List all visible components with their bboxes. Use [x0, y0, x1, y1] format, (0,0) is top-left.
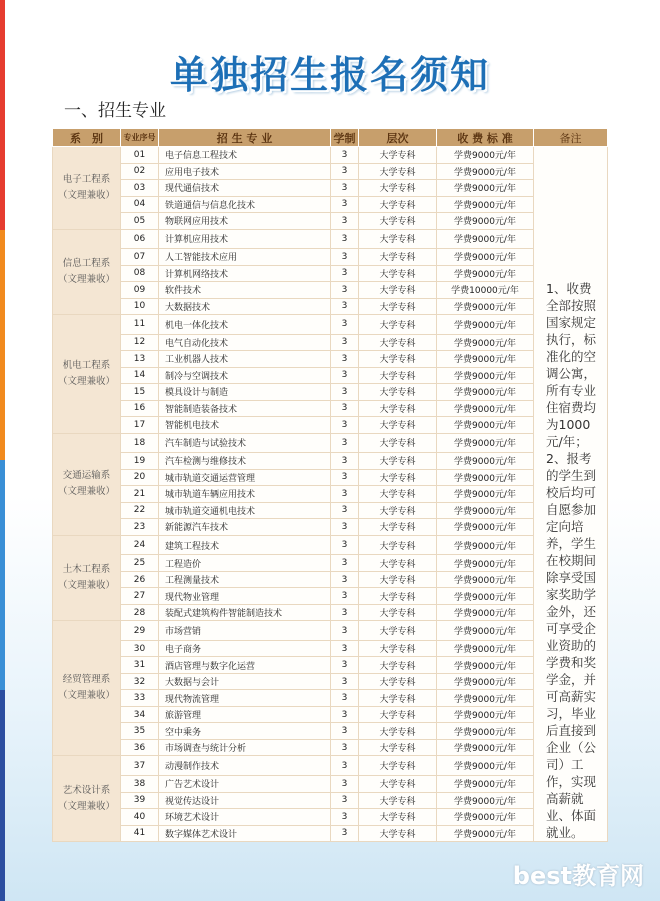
major-name: 现代通信技术 — [159, 180, 331, 197]
major-number: 05 — [121, 213, 159, 230]
tuition-fee: 学费9000元/年 — [437, 384, 534, 401]
education-level: 大学专科 — [359, 604, 437, 621]
department-name: 机电工程系 — [62, 359, 111, 371]
major-name: 数字媒体艺术设计 — [159, 825, 331, 842]
study-years: 3 — [331, 433, 359, 453]
education-level: 大学专科 — [359, 706, 437, 723]
study-years: 3 — [331, 588, 359, 605]
table-row — [53, 433, 608, 453]
major-name: 电子商务 — [159, 640, 331, 657]
major-name: 大数据技术 — [159, 298, 331, 315]
major-number: 27 — [121, 588, 159, 605]
tuition-fee: 学费9000元/年 — [437, 213, 534, 230]
study-years: 3 — [331, 249, 359, 266]
major-name: 城市轨道车辆应用技术 — [159, 486, 331, 503]
section-heading: 一、招生专业 — [64, 101, 166, 121]
education-level: 大学专科 — [359, 213, 437, 230]
department-note: （文理兼收） — [57, 690, 115, 702]
decor-stripe-blue — [0, 460, 5, 690]
major-name: 智能制造装备技术 — [159, 400, 331, 417]
page-title: 单独招生报名须知 — [169, 52, 490, 97]
header-major: 招 生 专 业 — [159, 129, 331, 147]
major-name: 软件技术 — [159, 282, 331, 299]
department-note: （文理兼收） — [57, 273, 115, 285]
major-number: 40 — [121, 809, 159, 826]
table-row — [53, 673, 608, 690]
tuition-fee: 学费9000元/年 — [437, 229, 534, 249]
decor-stripe-orange — [0, 230, 5, 460]
education-level: 大学专科 — [359, 535, 437, 555]
education-level: 大学专科 — [359, 265, 437, 282]
department-cell — [53, 315, 121, 434]
tuition-fee: 学费9000元/年 — [437, 657, 534, 674]
major-number: 31 — [121, 657, 159, 674]
major-name: 市场营销 — [159, 621, 331, 641]
education-level: 大学专科 — [359, 756, 437, 776]
major-name: 城市轨道交通机电技术 — [159, 502, 331, 519]
department-cell — [53, 621, 121, 756]
decor-stripe-navy — [0, 690, 5, 901]
tuition-fee: 学费9000元/年 — [437, 400, 534, 417]
major-name: 应用电子技术 — [159, 163, 331, 180]
table-row — [53, 298, 608, 315]
major-name: 人工智能技术应用 — [159, 249, 331, 266]
study-years: 3 — [331, 453, 359, 470]
major-number: 04 — [121, 196, 159, 213]
major-number: 23 — [121, 519, 159, 536]
major-number: 22 — [121, 502, 159, 519]
tuition-fee: 学费9000元/年 — [437, 825, 534, 842]
major-name: 工业机器人技术 — [159, 351, 331, 368]
major-number: 02 — [121, 163, 159, 180]
major-number: 08 — [121, 265, 159, 282]
tuition-fee: 学费9000元/年 — [437, 249, 534, 266]
tuition-fee: 学费9000元/年 — [437, 535, 534, 555]
major-number: 18 — [121, 433, 159, 453]
education-level: 大学专科 — [359, 384, 437, 401]
major-number: 30 — [121, 640, 159, 657]
education-level: 大学专科 — [359, 690, 437, 707]
major-name: 装配式建筑构件智能制造技术 — [159, 604, 331, 621]
department-name: 电子工程系 — [62, 173, 111, 185]
major-number: 11 — [121, 315, 159, 335]
major-name: 机电一体化技术 — [159, 315, 331, 335]
major-name: 城市轨道交通运营管理 — [159, 469, 331, 486]
table-row — [53, 486, 608, 503]
tuition-fee: 学费9000元/年 — [437, 706, 534, 723]
tuition-fee: 学费9000元/年 — [437, 453, 534, 470]
study-years: 3 — [331, 298, 359, 315]
education-level: 大学专科 — [359, 249, 437, 266]
major-name: 工程造价 — [159, 555, 331, 572]
major-number: 41 — [121, 825, 159, 842]
education-level: 大学专科 — [359, 739, 437, 756]
major-number: 39 — [121, 792, 159, 809]
major-name: 空中乘务 — [159, 723, 331, 740]
study-years: 3 — [331, 723, 359, 740]
header-remarks: 备注 — [534, 129, 608, 147]
study-years: 3 — [331, 640, 359, 657]
major-name: 电子信息工程技术 — [159, 147, 331, 164]
table-row — [53, 265, 608, 282]
table-row — [53, 535, 608, 555]
major-number: 26 — [121, 571, 159, 588]
header-fee: 收 费 标 准 — [437, 129, 534, 147]
table-row — [53, 640, 608, 657]
education-level: 大学专科 — [359, 196, 437, 213]
tuition-fee: 学费9000元/年 — [437, 163, 534, 180]
department-note: （文理兼收） — [57, 375, 115, 387]
department-name: 经贸管理系 — [62, 674, 111, 686]
table-row — [53, 571, 608, 588]
major-number: 34 — [121, 706, 159, 723]
study-years: 3 — [331, 657, 359, 674]
education-level: 大学专科 — [359, 334, 437, 351]
tuition-fee: 学费9000元/年 — [437, 334, 534, 351]
major-name: 酒店管理与数字化运营 — [159, 657, 331, 674]
education-level: 大学专科 — [359, 469, 437, 486]
table-row — [53, 706, 608, 723]
study-years: 3 — [331, 367, 359, 384]
header-department: 系 别 — [53, 129, 121, 147]
major-number: 24 — [121, 535, 159, 555]
majors-table — [52, 128, 608, 842]
major-name: 物联网应用技术 — [159, 213, 331, 230]
education-level: 大学专科 — [359, 809, 437, 826]
table-row — [53, 519, 608, 536]
major-number: 36 — [121, 739, 159, 756]
major-name: 市场调查与统计分析 — [159, 739, 331, 756]
tuition-fee: 学费9000元/年 — [437, 519, 534, 536]
study-years: 3 — [331, 147, 359, 164]
study-years: 3 — [331, 502, 359, 519]
remarks-cell: 1、收费全部按照国家规定执行，标准化的空调公寓，所有专业住宿费均为1000元/年；2、报考的学生到校后均可自愿参加定向培养，学生在校期间除享受国家奖助学金外，还可享受企业资助的学费和奖学金，并可高薪实习，毕业后直接到企业（公司）工作，实现高薪就业、体面就业。 — [534, 147, 608, 842]
education-level: 大学专科 — [359, 588, 437, 605]
tuition-fee: 学费9000元/年 — [437, 621, 534, 641]
major-number: 15 — [121, 384, 159, 401]
tuition-fee: 学费9000元/年 — [437, 723, 534, 740]
major-name: 旅游管理 — [159, 706, 331, 723]
tuition-fee: 学费9000元/年 — [437, 265, 534, 282]
table-row — [53, 604, 608, 621]
major-name: 汽车制造与试验技术 — [159, 433, 331, 453]
table-row — [53, 792, 608, 809]
study-years: 3 — [331, 604, 359, 621]
study-years: 3 — [331, 213, 359, 230]
study-years: 3 — [331, 825, 359, 842]
tuition-fee: 学费9000元/年 — [437, 469, 534, 486]
major-number: 09 — [121, 282, 159, 299]
tuition-fee: 学费9000元/年 — [437, 571, 534, 588]
education-level: 大学专科 — [359, 433, 437, 453]
department-name: 艺术设计系 — [62, 784, 111, 796]
major-number: 33 — [121, 690, 159, 707]
tuition-fee: 学费9000元/年 — [437, 180, 534, 197]
education-level: 大学专科 — [359, 792, 437, 809]
tuition-fee: 学费9000元/年 — [437, 298, 534, 315]
study-years: 3 — [331, 486, 359, 503]
table-row — [53, 502, 608, 519]
department-note: （文理兼收） — [57, 486, 115, 498]
table-row — [53, 384, 608, 401]
major-name: 智能机电技术 — [159, 417, 331, 434]
education-level: 大学专科 — [359, 417, 437, 434]
education-level: 大学专科 — [359, 657, 437, 674]
major-name: 现代物业管理 — [159, 588, 331, 605]
table-row — [53, 555, 608, 572]
table-row — [53, 657, 608, 674]
table-row — [53, 196, 608, 213]
education-level: 大学专科 — [359, 571, 437, 588]
major-number: 35 — [121, 723, 159, 740]
major-name: 计算机应用技术 — [159, 229, 331, 249]
table-row — [53, 825, 608, 842]
education-level: 大学专科 — [359, 315, 437, 335]
education-level: 大学专科 — [359, 180, 437, 197]
major-name: 模具设计与制造 — [159, 384, 331, 401]
department-name: 土木工程系 — [62, 564, 111, 576]
major-name: 汽车检测与维修技术 — [159, 453, 331, 470]
tuition-fee: 学费10000元/年 — [437, 282, 534, 299]
table-row — [53, 163, 608, 180]
study-years: 3 — [331, 417, 359, 434]
major-number: 20 — [121, 469, 159, 486]
table-row — [53, 417, 608, 434]
education-level: 大学专科 — [359, 621, 437, 641]
tuition-fee: 学费9000元/年 — [437, 756, 534, 776]
table-body — [53, 147, 608, 842]
major-name: 动漫制作技术 — [159, 756, 331, 776]
education-level: 大学专科 — [359, 776, 437, 793]
table-row — [53, 690, 608, 707]
major-name: 环境艺术设计 — [159, 809, 331, 826]
table-row — [53, 621, 608, 641]
tuition-fee: 学费9000元/年 — [437, 486, 534, 503]
major-number: 07 — [121, 249, 159, 266]
education-level: 大学专科 — [359, 282, 437, 299]
major-name: 电气自动化技术 — [159, 334, 331, 351]
major-name: 建筑工程技术 — [159, 535, 331, 555]
department-cell — [53, 147, 121, 230]
major-number: 32 — [121, 673, 159, 690]
major-number: 29 — [121, 621, 159, 641]
major-number: 13 — [121, 351, 159, 368]
table-row — [53, 588, 608, 605]
tuition-fee: 学费9000元/年 — [437, 555, 534, 572]
study-years: 3 — [331, 196, 359, 213]
major-number: 17 — [121, 417, 159, 434]
major-name: 铁道通信与信息化技术 — [159, 196, 331, 213]
table-row — [53, 739, 608, 756]
study-years: 3 — [331, 673, 359, 690]
tuition-fee: 学费9000元/年 — [437, 196, 534, 213]
education-level: 大学专科 — [359, 555, 437, 572]
study-years: 3 — [331, 706, 359, 723]
table-row — [53, 282, 608, 299]
study-years: 3 — [331, 400, 359, 417]
department-cell — [53, 756, 121, 842]
table-header — [53, 129, 608, 147]
major-number: 38 — [121, 776, 159, 793]
education-level: 大学专科 — [359, 400, 437, 417]
table-row — [53, 400, 608, 417]
header-level: 层次 — [359, 129, 437, 147]
study-years: 3 — [331, 756, 359, 776]
major-number: 03 — [121, 180, 159, 197]
major-name: 视觉传达设计 — [159, 792, 331, 809]
major-number: 14 — [121, 367, 159, 384]
major-number: 28 — [121, 604, 159, 621]
tuition-fee: 学费9000元/年 — [437, 604, 534, 621]
study-years: 3 — [331, 163, 359, 180]
education-level: 大学专科 — [359, 673, 437, 690]
major-number: 37 — [121, 756, 159, 776]
tuition-fee: 学费9000元/年 — [437, 147, 534, 164]
education-level: 大学专科 — [359, 640, 437, 657]
study-years: 3 — [331, 776, 359, 793]
major-name: 计算机网络技术 — [159, 265, 331, 282]
department-note: （文理兼收） — [57, 189, 115, 201]
education-level: 大学专科 — [359, 147, 437, 164]
tuition-fee: 学费9000元/年 — [437, 367, 534, 384]
tuition-fee: 学费9000元/年 — [437, 776, 534, 793]
department-note: （文理兼收） — [57, 800, 115, 812]
major-number: 06 — [121, 229, 159, 249]
table-row — [53, 147, 608, 164]
major-name: 制冷与空调技术 — [159, 367, 331, 384]
table-row — [53, 334, 608, 351]
study-years: 3 — [331, 315, 359, 335]
major-number: 25 — [121, 555, 159, 572]
education-level: 大学专科 — [359, 723, 437, 740]
table-row — [53, 776, 608, 793]
education-level: 大学专科 — [359, 502, 437, 519]
study-years: 3 — [331, 351, 359, 368]
table-row — [53, 249, 608, 266]
study-years: 3 — [331, 265, 359, 282]
table-row — [53, 213, 608, 230]
department-cell — [53, 433, 121, 535]
major-name: 工程测量技术 — [159, 571, 331, 588]
tuition-fee: 学费9000元/年 — [437, 809, 534, 826]
study-years: 3 — [331, 809, 359, 826]
table-row — [53, 723, 608, 740]
table-row — [53, 756, 608, 776]
education-level: 大学专科 — [359, 298, 437, 315]
tuition-fee: 学费9000元/年 — [437, 673, 534, 690]
education-level: 大学专科 — [359, 825, 437, 842]
tuition-fee: 学费9000元/年 — [437, 351, 534, 368]
table-row — [53, 367, 608, 384]
table-row — [53, 469, 608, 486]
major-number: 01 — [121, 147, 159, 164]
table-row — [53, 180, 608, 197]
education-level: 大学专科 — [359, 453, 437, 470]
education-level: 大学专科 — [359, 367, 437, 384]
study-years: 3 — [331, 739, 359, 756]
tuition-fee: 学费9000元/年 — [437, 588, 534, 605]
table-row — [53, 229, 608, 249]
tuition-fee: 学费9000元/年 — [437, 502, 534, 519]
major-name: 大数据与会计 — [159, 673, 331, 690]
department-note: （文理兼收） — [57, 580, 115, 592]
study-years: 3 — [331, 229, 359, 249]
table-row — [53, 351, 608, 368]
department-name: 信息工程系 — [62, 257, 111, 269]
study-years: 3 — [331, 535, 359, 555]
major-name: 新能源汽车技术 — [159, 519, 331, 536]
study-years: 3 — [331, 555, 359, 572]
table-row — [53, 809, 608, 826]
tuition-fee: 学费9000元/年 — [437, 417, 534, 434]
study-years: 3 — [331, 334, 359, 351]
department-cell — [53, 229, 121, 315]
education-level: 大学专科 — [359, 229, 437, 249]
study-years: 3 — [331, 180, 359, 197]
major-name: 广告艺术设计 — [159, 776, 331, 793]
header-row — [53, 129, 608, 147]
tuition-fee: 学费9000元/年 — [437, 433, 534, 453]
major-number: 16 — [121, 400, 159, 417]
watermark: best教育网 — [512, 862, 644, 890]
study-years: 3 — [331, 690, 359, 707]
tuition-fee: 学费9000元/年 — [437, 690, 534, 707]
study-years: 3 — [331, 469, 359, 486]
major-number: 21 — [121, 486, 159, 503]
header-number: 专业序号 — [121, 129, 159, 147]
study-years: 3 — [331, 282, 359, 299]
department-cell — [53, 535, 121, 621]
education-level: 大学专科 — [359, 163, 437, 180]
tuition-fee: 学费9000元/年 — [437, 640, 534, 657]
table-row — [53, 315, 608, 335]
department-name: 交通运输系 — [62, 470, 111, 482]
decor-stripe-red — [0, 0, 5, 230]
table-row — [53, 453, 608, 470]
education-level: 大学专科 — [359, 351, 437, 368]
major-number: 19 — [121, 453, 159, 470]
study-years: 3 — [331, 519, 359, 536]
tuition-fee: 学费9000元/年 — [437, 315, 534, 335]
study-years: 3 — [331, 571, 359, 588]
header-years: 学制 — [331, 129, 359, 147]
study-years: 3 — [331, 621, 359, 641]
study-years: 3 — [331, 384, 359, 401]
tuition-fee: 学费9000元/年 — [437, 739, 534, 756]
study-years: 3 — [331, 792, 359, 809]
major-number: 10 — [121, 298, 159, 315]
education-level: 大学专科 — [359, 486, 437, 503]
tuition-fee: 学费9000元/年 — [437, 792, 534, 809]
major-name: 现代物流管理 — [159, 690, 331, 707]
major-number: 12 — [121, 334, 159, 351]
education-level: 大学专科 — [359, 519, 437, 536]
